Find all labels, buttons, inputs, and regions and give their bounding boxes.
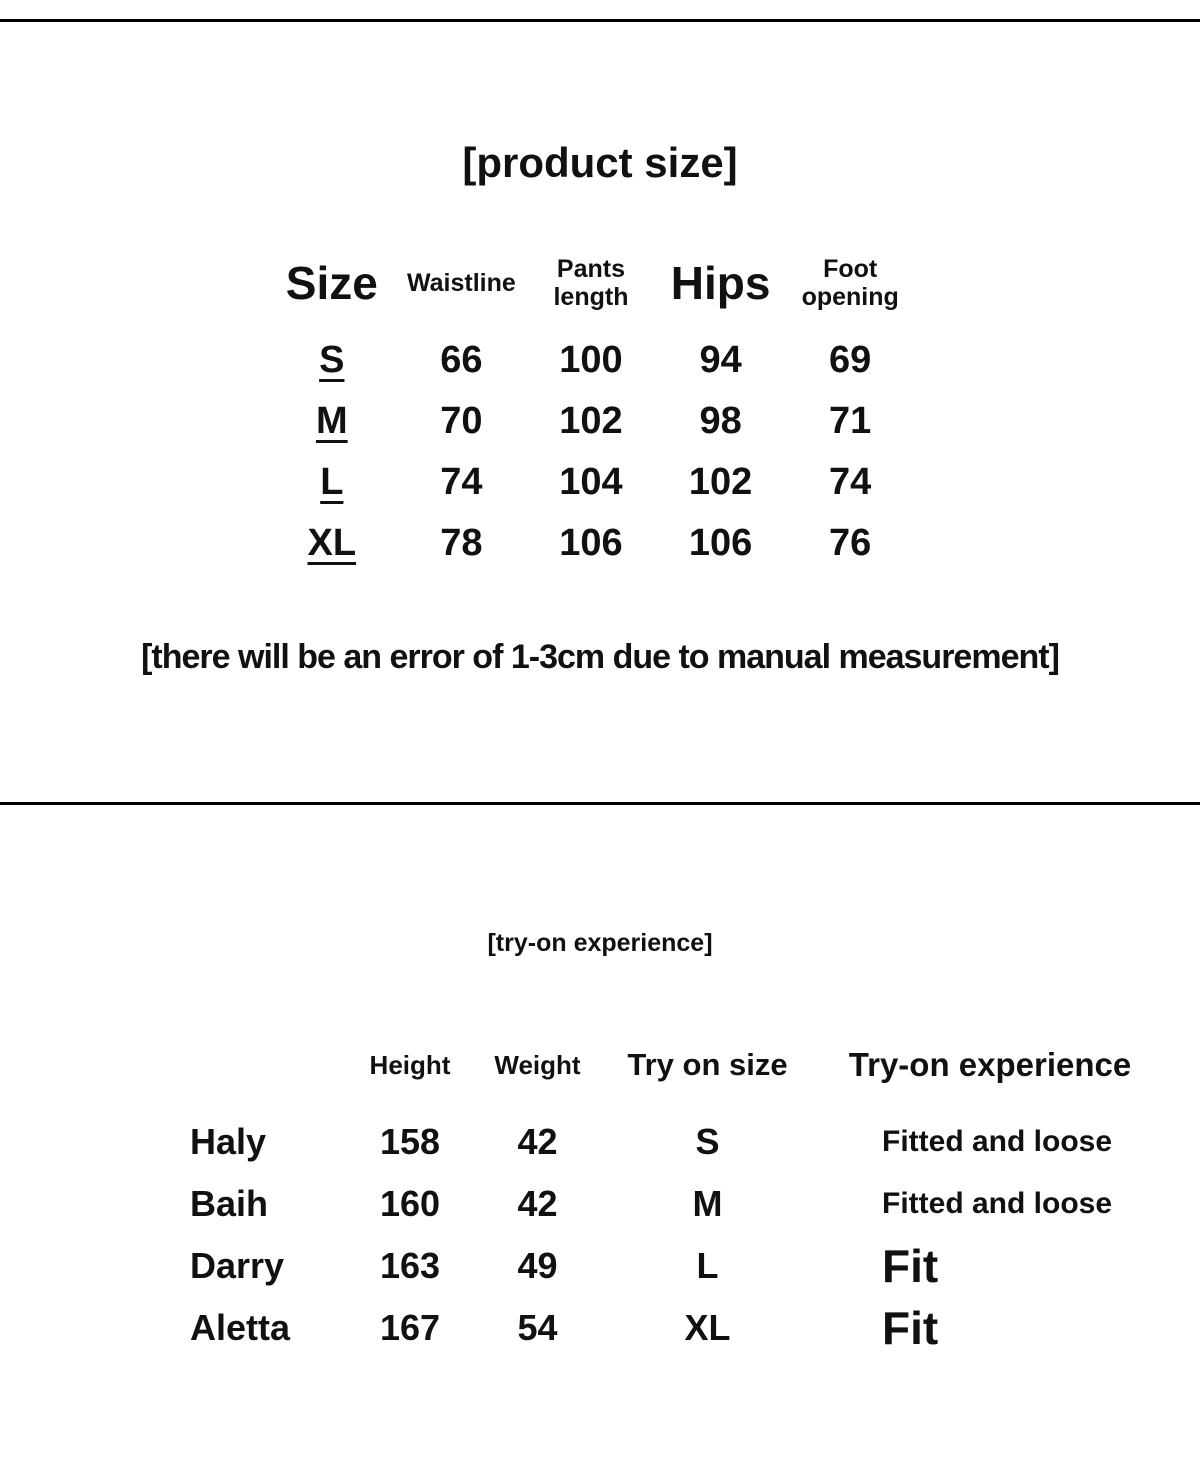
pants-length-value: 100 xyxy=(559,339,623,381)
weight-value: 49 xyxy=(517,1245,558,1286)
weight-column-header: Weight xyxy=(494,1049,581,1080)
try-on-size-value: XL xyxy=(684,1307,731,1348)
try-on-size-value: S xyxy=(695,1121,720,1162)
try-on-size-column-header: Try on size xyxy=(627,1047,788,1082)
model-name-value: Baih xyxy=(190,1183,269,1224)
foot-opening-value: 76 xyxy=(829,522,872,564)
tryon-row-haly xyxy=(0,1111,1200,1173)
tryon-experience-title: [try-on experience] xyxy=(487,929,713,957)
tryon-table-header-row xyxy=(0,1040,1200,1090)
height-value: 158 xyxy=(379,1121,441,1162)
foot-opening-value: 71 xyxy=(829,400,872,442)
size-table-row-m xyxy=(267,391,915,452)
experience-value: Fitted and loose xyxy=(882,1125,1113,1158)
size-table-row-l xyxy=(267,452,915,513)
hips-value: 106 xyxy=(688,522,753,564)
size-table-row-xl xyxy=(267,513,915,574)
tryon-row-baih xyxy=(0,1173,1200,1235)
height-value: 163 xyxy=(379,1245,441,1286)
height-column-header: Height xyxy=(369,1049,451,1080)
hips-value: 94 xyxy=(699,339,742,381)
tryon-row-aletta xyxy=(0,1297,1200,1359)
weight-value: 42 xyxy=(517,1183,558,1224)
weight-value: 54 xyxy=(517,1307,558,1348)
foot-opening-value: 69 xyxy=(829,339,872,381)
section-divider-line xyxy=(0,802,1200,805)
pants-length-value: 104 xyxy=(559,461,623,503)
size-value: L xyxy=(320,461,344,503)
measurement-error-note: [there will be an error of 1-3cm due to manual measurement] xyxy=(141,638,1059,676)
tryon-table-body xyxy=(0,1111,1200,1359)
experience-value: Fitted and loose xyxy=(882,1187,1113,1220)
experience-column-header: Try-on experience xyxy=(848,1046,1132,1083)
try-on-size-value: L xyxy=(696,1245,719,1286)
hips-value: 102 xyxy=(688,461,753,503)
size-column-header: Size xyxy=(285,257,378,309)
waistline-value: 78 xyxy=(440,522,483,564)
waistline-value: 74 xyxy=(440,461,483,503)
experience-value: Fit xyxy=(882,1240,939,1292)
top-divider-line xyxy=(0,19,1200,22)
height-value: 160 xyxy=(379,1183,441,1224)
size-value: M xyxy=(315,400,348,442)
hips-value: 98 xyxy=(699,400,742,442)
height-value: 167 xyxy=(379,1307,441,1348)
hips-column-header: Hips xyxy=(670,257,771,309)
model-name-value: Aletta xyxy=(190,1307,291,1348)
model-name-value: Haly xyxy=(190,1121,267,1162)
weight-value: 42 xyxy=(517,1121,558,1162)
size-table-header-row xyxy=(267,238,915,328)
experience-value: Fit xyxy=(882,1302,939,1354)
product-size-title: [product size] xyxy=(462,139,738,186)
foot-opening-column-header: Foot opening xyxy=(801,255,899,311)
pants-length-value: 106 xyxy=(559,522,623,564)
model-name-value: Darry xyxy=(190,1245,285,1286)
size-table-row-s xyxy=(267,330,915,391)
size-value: S xyxy=(319,339,345,381)
pants-length-value: 102 xyxy=(559,400,623,442)
waistline-column-header: Waistline xyxy=(406,269,516,297)
try-on-size-value: M xyxy=(692,1183,723,1224)
waistline-value: 66 xyxy=(440,339,483,381)
tryon-row-darry xyxy=(0,1235,1200,1297)
waistline-value: 70 xyxy=(440,400,483,442)
foot-opening-value: 74 xyxy=(829,461,872,503)
size-value: XL xyxy=(307,522,357,564)
size-table-body xyxy=(267,330,915,574)
pants-length-column-header: Pants length xyxy=(553,255,629,311)
